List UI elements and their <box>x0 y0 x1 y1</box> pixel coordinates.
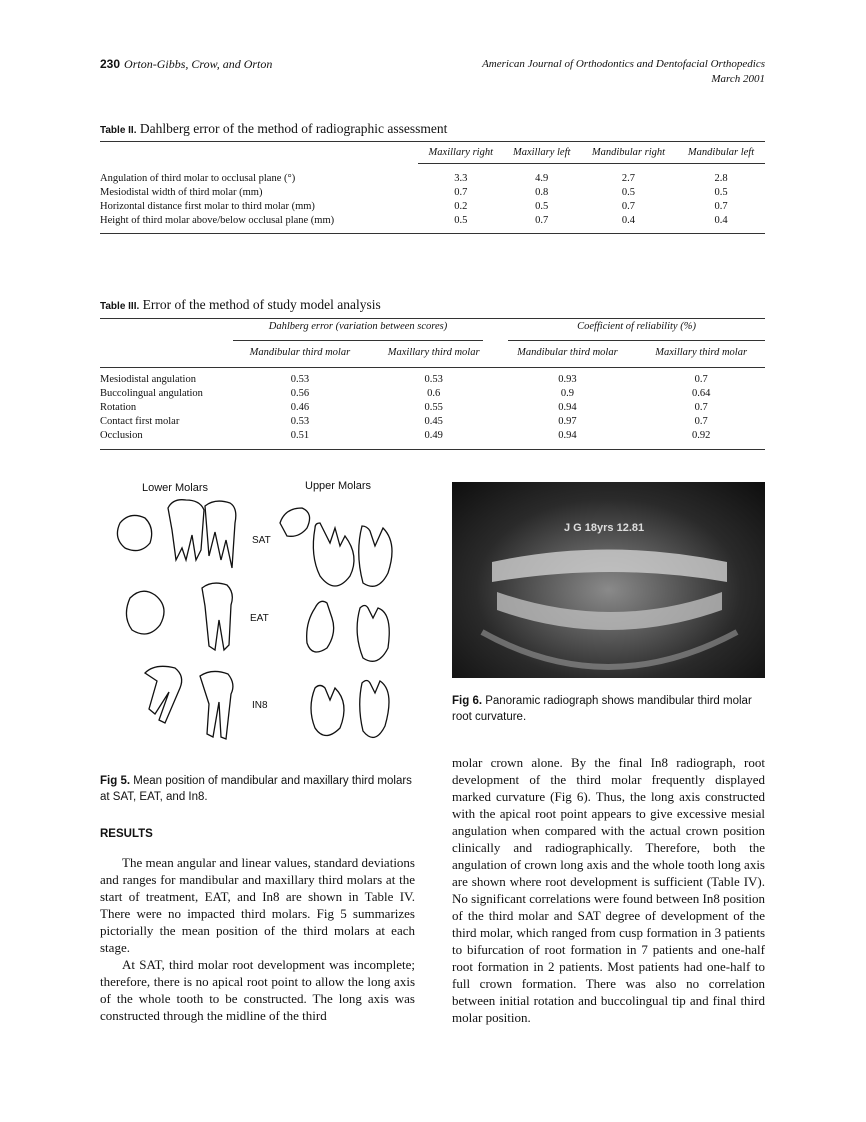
figure-6-caption <box>452 693 765 725</box>
table-row <box>100 373 765 387</box>
cell: 0.8 <box>535 187 549 198</box>
table-row <box>100 214 765 228</box>
col-header: Mandibular third molar <box>517 347 618 358</box>
row-label: Angulation of third molar to occlusal plane (°) <box>100 173 296 184</box>
cell: 0.93 <box>558 374 577 385</box>
col-header: Maxillary left <box>512 147 571 158</box>
table-row <box>100 186 765 200</box>
cell: 0.5 <box>714 187 728 198</box>
cell: 0.46 <box>290 402 310 413</box>
col-header: Maxillary right <box>428 147 493 158</box>
caption-text: Panoramic radiograph shows mandibular third molar root curvature. <box>452 695 752 723</box>
row-label: Occlusion <box>100 430 143 441</box>
cell: 0.7 <box>454 187 468 198</box>
journal-name: American Journal of Orthodontics and Dentofacial Orthopedics <box>482 58 765 70</box>
table-title: Error of the method of study model analysis <box>142 297 381 312</box>
cell: 0.94 <box>558 402 577 413</box>
upper-molars-eat <box>307 601 390 661</box>
lower-molars-sat <box>117 500 235 568</box>
cell: 0.7 <box>535 215 549 226</box>
row-label: Height of third molar above/below occlusal plane (mm) <box>100 215 335 226</box>
table3-caption <box>100 297 381 313</box>
cell: 0.49 <box>424 430 443 441</box>
cell: 0.92 <box>691 430 711 441</box>
col-header: Maxillary third molar <box>387 347 480 358</box>
authors: Orton-Gibbs, Crow, and Orton <box>124 57 273 71</box>
upper-molars-sat <box>280 508 392 586</box>
table-row <box>100 387 765 401</box>
table-label: Table III. <box>100 301 140 312</box>
paragraph: molar crown alone. By the final In8 radiograph, root development of the third molar frequently displayed marked curvature (Fig 6). Thus, the long axis constructed with the apical root point appears to give excessive mesial angulation when compared with the actual crown position clinically and radiographically. Therefore, both the angulation of crown long axis and the whole tooth long axis are shown where root development is sufficient (Table IV). No significant correlations were found between In8 position of the third molar and SAT degree of development of the third molar, which ranged from cusp formation in 3 patients to bifurcation of root formation in 7 patients and one-half root formation in 2 patients. Most patients had one-half to full crown formation. There was also no correlation between initial rotation and buccolingual tip and final third molar position. <box>452 755 765 1025</box>
table2-caption <box>100 121 447 137</box>
table3 <box>100 346 765 443</box>
lower-molars-in8 <box>145 666 233 739</box>
row-label: Mesiodistal angulation <box>100 374 196 385</box>
lower-molars-label: Lower Molars <box>142 482 209 494</box>
cell: 0.5 <box>535 201 549 212</box>
stage-sat: SAT <box>252 535 271 546</box>
col-header: Mandibular left <box>687 147 755 158</box>
cell: 0.7 <box>621 201 635 212</box>
cell: 0.97 <box>558 416 577 427</box>
molar-drawings <box>100 478 420 758</box>
table2 <box>100 146 765 228</box>
cell: 0.51 <box>290 430 310 441</box>
col-header: Mandibular right <box>591 147 666 158</box>
cell: 0.53 <box>290 416 310 427</box>
running-header-left <box>100 57 272 72</box>
cell: 0.56 <box>290 388 310 399</box>
cell: 2.8 <box>714 173 728 184</box>
stage-in8: IN8 <box>252 700 268 711</box>
paragraph: The mean angular and linear values, standard deviations and ranges for mandibular and maxillary third molars at the start of treatment, EAT, and In8 are shown in Table IV. There were no impacted third molars. Fig 5 summarizes pictorially the mean position of the third molars at each stage. <box>100 855 415 955</box>
table-row <box>100 200 765 214</box>
caption-label: Fig 5. <box>100 775 131 787</box>
figure-5-caption <box>100 773 418 805</box>
row-label: Mesiodistal width of third molar (mm) <box>100 187 263 198</box>
cell: 0.5 <box>454 215 468 226</box>
cell: 2.7 <box>621 173 635 184</box>
table-row <box>100 415 765 429</box>
cell: 0.55 <box>424 402 443 413</box>
cell: 0.9 <box>560 388 574 399</box>
cell: 0.64 <box>691 388 711 399</box>
cell: 0.7 <box>714 201 728 212</box>
cell: 0.94 <box>558 430 577 441</box>
table-row <box>100 429 765 443</box>
cell: 4.9 <box>535 173 549 184</box>
cell: 0.4 <box>714 215 728 226</box>
row-label: Rotation <box>100 402 137 413</box>
cell: 0.45 <box>424 416 443 427</box>
cell: 0.7 <box>694 374 708 385</box>
lower-molars-eat <box>126 583 232 650</box>
table-label: Table II. <box>100 125 137 136</box>
figure-5 <box>100 478 420 758</box>
cell: 0.4 <box>621 215 635 226</box>
right-column <box>452 754 765 1026</box>
caption-text: Mean position of mandibular and maxillary third molars at SAT, EAT, and In8. <box>100 775 412 803</box>
row-label: Buccolingual angulation <box>100 388 203 399</box>
cell: 0.53 <box>424 374 443 385</box>
section-heading: RESULTS <box>100 828 153 840</box>
row-label: Contact first molar <box>100 416 180 427</box>
running-header-right <box>482 57 765 87</box>
cell: 0.2 <box>454 201 468 212</box>
panoramic-radiograph <box>452 482 765 678</box>
table-row <box>100 401 765 415</box>
cell: 0.5 <box>621 187 635 198</box>
left-column <box>100 854 415 1024</box>
radiograph-label: J G 18yrs 12.81 <box>564 522 645 534</box>
group-header: Dahlberg error (variation between scores) <box>268 321 448 332</box>
cell: 3.3 <box>454 173 468 184</box>
upper-molars-label: Upper Molars <box>305 480 372 492</box>
group-header: Coefficient of reliability (%) <box>577 321 696 332</box>
upper-molars-in8 <box>311 681 389 738</box>
col-header: Maxillary third molar <box>655 347 748 358</box>
paragraph: At SAT, third molar root development was incomplete; therefore, there is no apical root point to allow the long axis of the whole tooth to be constructed. The long axis was constructed through the midline of the third <box>100 957 415 1023</box>
cell: 0.6 <box>427 388 441 399</box>
stage-eat: EAT <box>250 613 269 624</box>
col-header: Mandibular third molar <box>249 347 351 358</box>
teeth-arch <box>452 482 765 678</box>
table-title: Dahlberg error of the method of radiographic assessment <box>139 121 448 136</box>
cell: 0.7 <box>694 402 708 413</box>
page-number: 230 <box>100 57 121 71</box>
row-label: Horizontal distance first molar to third molar (mm) <box>100 201 315 212</box>
table-row <box>100 172 765 186</box>
cell: 0.7 <box>694 416 708 427</box>
caption-label: Fig 6. <box>452 695 483 707</box>
issue-date: March 2001 <box>711 73 765 85</box>
cell: 0.53 <box>290 374 310 385</box>
